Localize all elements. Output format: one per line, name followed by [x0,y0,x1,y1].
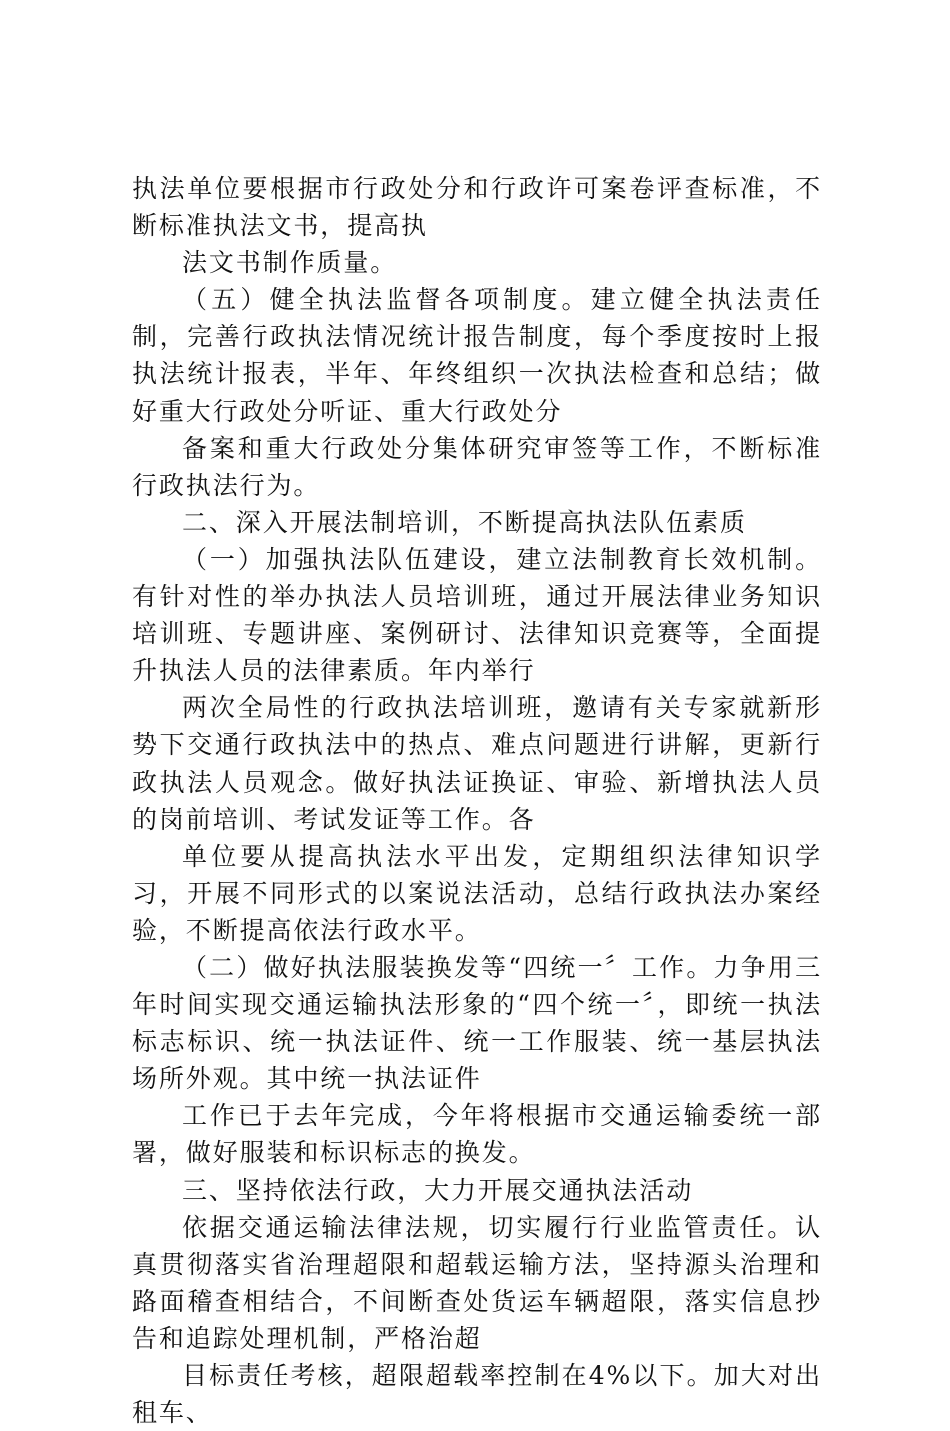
paragraph: 单位要从提高执法水平出发，定期组织法律知识学习，开展不同形式的以案说法活动，总结行政执法办案经验，不断提高依法行政水平。 [132,841,822,945]
paragraph: 法文书制作质量。 [182,248,398,278]
paragraph: （五）健全执法监督各项制度。建立健全执法责任制，完善行政执法情况统计报告制度，每个季度按时上报执法统计报表，半年、年终组织一次执法检查和总结；做好重大行政处分听证、重大行政处分 [132,285,822,426]
paragraph: 备案和重大行政处分集体研究审签等工作，不断标准行政执法行为。 [132,433,822,500]
paragraph: 执法单位要根据市行政处分和行政许可案卷评查标准，不断标准执法文书，提高执 [132,174,822,241]
paragraph: 两次全局性的行政执法培训班，邀请有关专家就新形势下交通行政执法中的热点、难点问题进行讲解，更新行政执法人员观念。做好执法证换证、审验、新增执法人员的岗前培训、考试发证等工作。各 [132,693,822,834]
paragraph: 依据交通运输法律法规，切实履行行业监管责任。认真贯彻落实省治理超限和超载运输方法，坚持源头治理和路面稽查相结合，不间断查处货运车辆超限，落实信息抄告和追踪处理机制，严格治超 [132,1212,822,1353]
paragraph: 工作已于去年完成，今年将根据市交通运输委统一部署，做好服装和标识标志的换发。 [132,1101,822,1168]
section-heading: 二、深入开展法制培训，不断提高执法队伍素质 [182,507,747,537]
paragraph: 目标责任考核，超限超载率控制在4%以下。加大对出租车、 [132,1361,822,1428]
paragraph: （二）做好执法服装换发等“四统一〞工作。力争用三年时间实现交通运输执法形象的“四个统一〞，即统一执法标志标识、统一执法证件、统一工作服装、统一基层执法场所外观。其中统一执法证件 [132,952,822,1094]
document-body [132,170,822,1431]
paragraph: （一）加强执法队伍建设，建立法制教育长效机制。有针对性的举办执法人员培训班，通过开展法律业务知识培训班、专题讲座、案例研讨、法律知识竞赛等，全面提升执法人员的法律素质。年内举行 [132,544,822,686]
section-heading: 三、坚持依法行政，大力开展交通执法活动 [182,1175,694,1205]
